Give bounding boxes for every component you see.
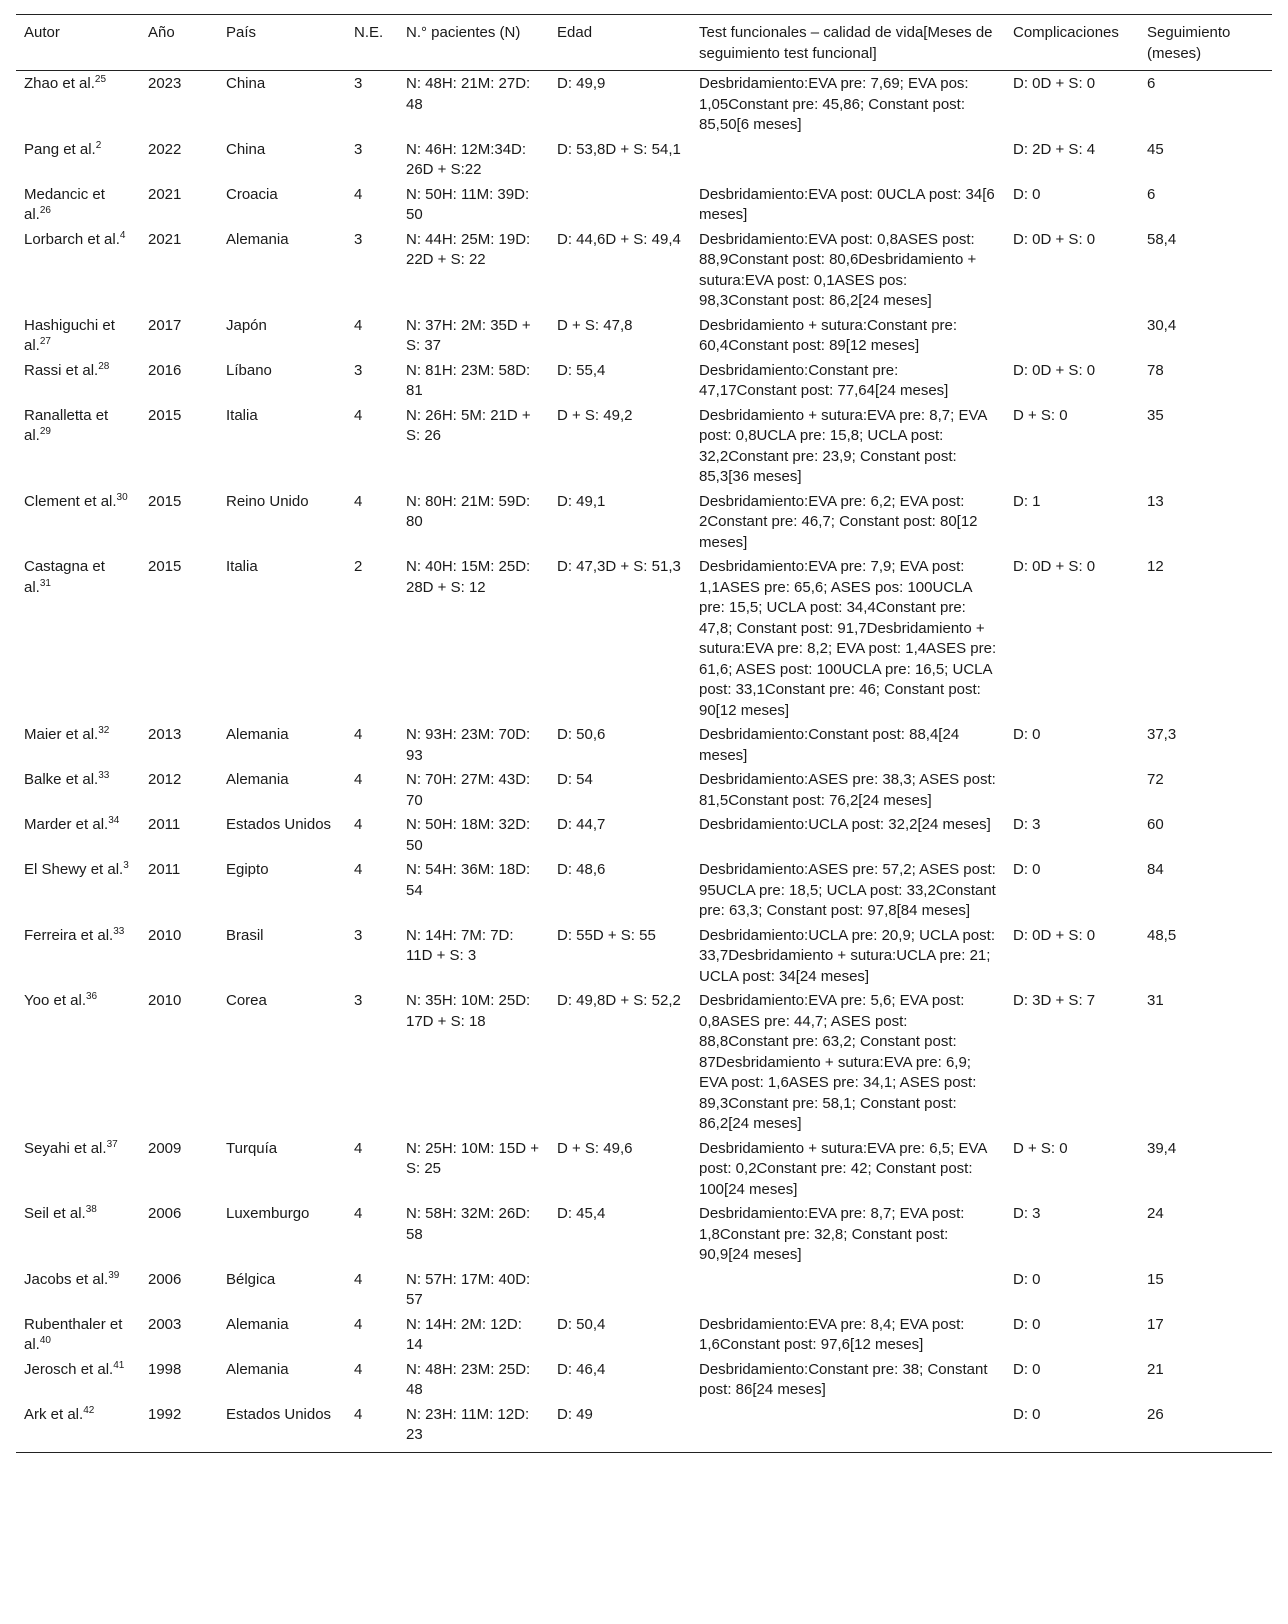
cell-ano: 2010 (148, 992, 182, 1009)
reference-number: 3 (123, 860, 129, 871)
cell-edad: D: 50,6 (557, 726, 606, 743)
cell-pais: Alemania (226, 1315, 289, 1333)
table-row (16, 1267, 1272, 1312)
cell-test: Desbridamiento:EVA pre: 7,9; EVA post: 1,1ASES pre: 65,6; ASES pos: 100UCLA pre: 15,5; UCLA post: 34,4Constant pre: 47,8; Constant post: 91,7Desbridamiento + sutura:EVA pre: 8,2; EVA post: 1,4ASES pre: 61,6; ASES post: 100UCLA pre: 16,5; UCLA post: 33,1Constant pre: 46; Constant post: 90[12 meses] (699, 558, 997, 719)
cell-seguimiento: 26 (1139, 1402, 1272, 1453)
cell-complicaciones: D: 3 (1013, 1205, 1041, 1222)
table-row (16, 313, 1272, 358)
cell-pais: Alemania (226, 1360, 289, 1378)
cell-complicaciones: D: 0D + S: 0 (1013, 558, 1096, 575)
cell-test (691, 1267, 1005, 1312)
cell-edad: D: 44,6D + S: 49,4 (557, 230, 681, 248)
cell-test (691, 1402, 1005, 1453)
cell-ne: 4 (346, 1402, 398, 1453)
cell-seguimiento: 6 (1147, 75, 1156, 92)
header-row (16, 15, 1272, 71)
author-name: Maier et al. (24, 726, 99, 743)
cell-npacientes: N: 81H: 23M: 58D: 81 (406, 361, 531, 399)
cell-complicaciones: D + S: 0 (1013, 406, 1068, 424)
reference-number: 30 (116, 491, 128, 503)
header-complicaciones: Complicaciones (1005, 15, 1139, 71)
cell-ne: 4 (354, 1205, 363, 1222)
cell-pais: Bélgica (226, 1270, 276, 1288)
header-edad: Edad (549, 15, 691, 71)
studies-table (16, 14, 1272, 1453)
cell-ne: 2 (354, 558, 363, 575)
table-header (16, 15, 1272, 71)
cell-seguimiento: 60 (1147, 816, 1164, 833)
cell-edad: D: 49,8D + S: 52,2 (557, 992, 681, 1009)
cell-npacientes: N: 23H: 11M: 12D: 23 (398, 1402, 549, 1453)
cell-seguimiento: 30,4 (1147, 316, 1177, 334)
cell-pais: Egipto (226, 861, 269, 878)
cell-complicaciones: D: 3D + S: 7 (1013, 992, 1096, 1009)
cell-autor (16, 1312, 140, 1357)
header-pais: País (218, 15, 346, 71)
cell-pais: Japón (226, 316, 267, 334)
cell-ne: 3 (354, 992, 363, 1009)
cell-edad (549, 1267, 691, 1312)
table-row (16, 358, 1272, 403)
header-ne: N.E. (346, 15, 398, 71)
cell-seguimiento: 15 (1147, 1270, 1164, 1288)
cell-edad (549, 182, 691, 227)
cell-seguimiento: 78 (1147, 361, 1164, 379)
cell-test: Desbridamiento:EVA pre: 6,2; EVA post: 2Constant pre: 46,7; Constant post: 80[12 meses] (699, 492, 978, 551)
table-row (16, 767, 1272, 812)
cell-seguimiento: 58,4 (1147, 230, 1177, 248)
reference-number: 41 (113, 1359, 125, 1371)
author-name: Jacobs et al. (24, 1270, 109, 1288)
cell-ne: 4 (354, 1139, 363, 1157)
cell-ne: 3 (354, 361, 363, 379)
cell-test: Desbridamiento:EVA pre: 7,69; EVA pos: 1,05Constant pre: 45,86; Constant post: 85,50[6 meses] (699, 75, 969, 133)
cell-autor (16, 1201, 140, 1267)
cell-npacientes: N: 57H: 17M: 40D: 57 (406, 1270, 531, 1308)
cell-npacientes: N: 48H: 23M: 25D: 48 (406, 1360, 531, 1398)
cell-seguimiento: 72 (1147, 771, 1164, 788)
cell-complicaciones: D: 0 (1013, 861, 1041, 878)
author-name: Hashiguchi et al. (24, 316, 115, 354)
cell-test: Desbridamiento:ASES pre: 57,2; ASES post: 95UCLA pre: 18,5; UCLA post: 33,2Constant pre: 63,3; Constant post: 97,8[84 meses] (699, 861, 996, 919)
table-row (16, 182, 1272, 227)
cell-ano: 1992 (140, 1402, 218, 1453)
reference-number: 2 (95, 139, 102, 151)
cell-autor (16, 988, 140, 1136)
cell-ano: 2010 (148, 926, 182, 944)
cell-ne: 3 (354, 75, 363, 92)
cell-seguimiento: 21 (1147, 1360, 1164, 1378)
cell-seguimiento: 35 (1147, 406, 1164, 424)
cell-ne: 4 (354, 771, 363, 788)
cell-complicaciones (1005, 313, 1139, 358)
cell-seguimiento: 84 (1147, 861, 1164, 878)
table-row (16, 857, 1272, 923)
cell-edad: D: 49 (549, 1402, 691, 1453)
table-row (16, 489, 1272, 555)
reference-number: 33 (113, 925, 125, 937)
cell-seguimiento: 31 (1147, 992, 1164, 1009)
reference-number: 33 (98, 770, 110, 781)
cell-test: Desbridamiento:EVA pre: 8,7; EVA post: 1,8Constant pre: 32,8; Constant post: 90,9[24 meses] (699, 1205, 965, 1263)
table-body (16, 71, 1272, 1453)
cell-seguimiento: 6 (1147, 185, 1156, 203)
reference-number: 37 (106, 1138, 118, 1150)
cell-autor (16, 767, 140, 812)
cell-complicaciones: D: 0 (1013, 185, 1041, 203)
table-row (16, 1136, 1272, 1202)
cell-ano: 2016 (148, 361, 182, 379)
table-row (16, 403, 1272, 489)
cell-autor (16, 358, 140, 403)
author-name: Rassi et al. (24, 361, 99, 379)
table-row (16, 227, 1272, 313)
author-name: Balke et al. (24, 771, 99, 788)
author-name: Clement et al. (24, 492, 117, 510)
reference-number: 40 (39, 1335, 51, 1346)
cell-ne: 4 (354, 816, 363, 833)
cell-pais: Líbano (226, 361, 272, 379)
cell-edad: D: 46,4 (557, 1360, 606, 1378)
cell-ne: 3 (354, 926, 363, 944)
cell-seguimiento: 45 (1147, 140, 1164, 158)
cell-autor (16, 1136, 140, 1202)
table-row (16, 137, 1272, 182)
cell-pais: Estados Unidos (218, 1402, 346, 1453)
cell-test: Desbridamiento:EVA post: 0,8ASES post: 88,9Constant post: 80,6Desbridamiento + sutura:EVA post: 0,1ASES pos: 98,3Constant post: 86,2[24 meses] (699, 230, 977, 309)
cell-pais: Croacia (226, 185, 278, 203)
cell-ne: 3 (354, 230, 363, 248)
cell-complicaciones: D: 3 (1013, 816, 1041, 833)
cell-ano: 2015 (148, 406, 182, 424)
cell-ano: 2003 (148, 1315, 182, 1333)
cell-test: Desbridamiento:UCLA post: 32,2[24 meses] (699, 816, 991, 833)
author-name: Ark et al. (24, 1405, 84, 1423)
cell-npacientes: N: 46H: 12M:34D: 26D + S:22 (406, 140, 527, 178)
table-row (16, 554, 1272, 722)
author-name: Seil et al. (24, 1205, 86, 1222)
cell-pais: Corea (226, 992, 267, 1009)
author-name: El Shewy et al. (24, 861, 124, 878)
cell-ne: 4 (354, 1270, 363, 1288)
table-row (16, 923, 1272, 989)
cell-complicaciones: D: 2D + S: 4 (1013, 140, 1096, 158)
table-row (16, 1312, 1272, 1357)
cell-autor (16, 1267, 140, 1312)
cell-seguimiento: 17 (1147, 1315, 1164, 1333)
author-name: Pang et al. (24, 140, 96, 158)
cell-ano: 2023 (148, 75, 182, 92)
cell-npacientes: N: 25H: 10M: 15D + S: 25 (406, 1139, 539, 1177)
cell-complicaciones: D: 0D + S: 0 (1013, 361, 1096, 379)
cell-ano: 2011 (148, 816, 181, 833)
cell-complicaciones: D: 0 (1005, 1402, 1139, 1453)
table-row (16, 71, 1272, 137)
cell-npacientes: N: 35H: 10M: 25D: 17D + S: 18 (406, 992, 531, 1030)
cell-test: Desbridamiento:EVA pre: 8,4; EVA post: 1,6Constant post: 97,6[12 meses] (699, 1315, 965, 1353)
cell-ne: 4 (354, 316, 363, 334)
reference-number: 36 (86, 991, 98, 1002)
author-name: Ferreira et al. (24, 926, 114, 944)
cell-ano: 2006 (148, 1270, 182, 1288)
reference-number: 4 (119, 229, 126, 241)
cell-pais: Alemania (226, 230, 289, 248)
cell-edad: D: 49,9 (557, 75, 606, 92)
cell-complicaciones: D: 0 (1013, 1270, 1041, 1288)
author-name: Yoo et al. (24, 992, 86, 1009)
cell-pais: Estados Unidos (226, 816, 332, 833)
cell-test: Desbridamiento + sutura:EVA pre: 8,7; EVA post: 0,8UCLA pre: 15,8; UCLA post: 32,2Constant pre: 23,9; Constant post: 85,3[36 meses] (699, 406, 987, 485)
cell-edad: D: 54 (557, 771, 593, 788)
cell-edad: D: 53,8D + S: 54,1 (557, 140, 681, 158)
cell-autor (16, 71, 140, 137)
reference-number: 39 (108, 1269, 120, 1281)
header-seguimiento: Seguimiento (meses) (1139, 15, 1272, 71)
cell-complicaciones: D: 0D + S: 0 (1013, 75, 1096, 92)
cell-ano: 2011 (148, 861, 181, 878)
cell-autor (16, 1402, 140, 1453)
cell-npacientes: N: 93H: 23M: 70D: 93 (406, 726, 531, 764)
cell-pais: Turquía (226, 1139, 278, 1157)
cell-pais: China (226, 75, 266, 92)
cell-complicaciones (1005, 767, 1139, 812)
cell-edad: D: 44,7 (557, 816, 606, 833)
reference-number: 29 (39, 426, 51, 437)
cell-test: Desbridamiento:UCLA pre: 20,9; UCLA post: 33,7Desbridamiento + sutura:UCLA pre: 21; UCLA post: 34[24 meses] (699, 926, 995, 985)
cell-autor (16, 313, 140, 358)
author-name: Seyahi et al. (24, 1139, 107, 1157)
cell-pais: Reino Unido (226, 492, 309, 510)
author-name: Zhao et al. (24, 75, 95, 92)
cell-ne: 3 (354, 140, 363, 158)
cell-complicaciones: D: 0 (1013, 1360, 1041, 1378)
cell-autor (16, 182, 140, 227)
cell-complicaciones: D: 0D + S: 0 (1013, 230, 1096, 248)
table-row (16, 722, 1272, 767)
cell-test: Desbridamiento:EVA post: 0UCLA post: 34[6 meses] (699, 185, 995, 223)
cell-edad: D: 55,4 (557, 361, 606, 379)
cell-autor (16, 812, 140, 857)
reference-number: 25 (94, 74, 107, 85)
author-name: Rubenthaler et al. (24, 1315, 123, 1353)
cell-complicaciones: D + S: 0 (1013, 1139, 1068, 1157)
cell-npacientes: N: 54H: 36M: 18D: 54 (406, 861, 531, 899)
cell-ano: 2015 (148, 558, 182, 575)
cell-autor (16, 722, 140, 767)
cell-npacientes: N: 37H: 2M: 35D + S: 37 (406, 316, 531, 354)
cell-ano: 1998 (148, 1360, 182, 1378)
author-name: Castagna et al. (24, 558, 105, 596)
cell-pais: Italia (226, 558, 258, 575)
table-row (16, 812, 1272, 857)
cell-ne: 4 (354, 1315, 363, 1333)
cell-npacientes: N: 44H: 25M: 19D: 22D + S: 22 (406, 230, 531, 268)
cell-edad: D: 49,1 (557, 492, 606, 510)
reference-number: 38 (85, 1204, 97, 1215)
cell-test: Desbridamiento:Constant pre: 47,17Constant post: 77,64[24 meses] (699, 361, 949, 399)
cell-edad: D + S: 47,8 (557, 316, 633, 334)
cell-ne: 4 (354, 861, 363, 878)
table-row (16, 1201, 1272, 1267)
reference-number: 26 (39, 205, 51, 216)
author-name: Marder et al. (24, 816, 109, 833)
cell-ano: 2013 (148, 726, 182, 743)
cell-ano: 2006 (148, 1205, 182, 1222)
table-row (16, 1402, 1272, 1453)
cell-seguimiento: 24 (1147, 1205, 1164, 1222)
cell-edad: D + S: 49,6 (557, 1139, 633, 1157)
cell-autor (16, 857, 140, 923)
cell-npacientes: N: 58H: 32M: 26D: 58 (406, 1205, 531, 1243)
reference-number: 31 (39, 577, 51, 589)
cell-autor (16, 137, 140, 182)
cell-ano: 2021 (148, 230, 182, 248)
reference-number: 32 (98, 725, 110, 736)
header-test: Test funcionales – calidad de vida[Meses de seguimiento test funcional] (691, 15, 1005, 71)
cell-test: Desbridamiento:Constant post: 88,4[24 meses] (699, 726, 960, 764)
cell-ano: 2015 (148, 492, 182, 510)
cell-ne: 4 (354, 1360, 363, 1378)
cell-edad: D: 47,3D + S: 51,3 (557, 558, 681, 575)
cell-npacientes: N: 50H: 18M: 32D: 50 (406, 816, 531, 854)
cell-npacientes: N: 80H: 21M: 59D: 80 (406, 492, 531, 530)
reference-number: 28 (98, 360, 110, 372)
cell-edad: D: 45,4 (557, 1205, 606, 1222)
cell-test: Desbridamiento:ASES pre: 38,3; ASES post: 81,5Constant post: 76,2[24 meses] (699, 771, 996, 809)
reference-number: 42 (83, 1404, 95, 1416)
cell-edad: D + S: 49,2 (557, 406, 633, 424)
cell-seguimiento: 48,5 (1147, 926, 1177, 944)
cell-pais: Italia (226, 406, 258, 424)
table-row (16, 1357, 1272, 1402)
cell-npacientes: N: 48H: 21M: 27D: 48 (406, 75, 531, 113)
cell-ano: 2012 (148, 771, 182, 788)
cell-ano: 2021 (148, 185, 182, 203)
cell-autor (16, 403, 140, 489)
reference-number: 34 (108, 815, 120, 826)
cell-edad: D: 50,4 (557, 1315, 606, 1333)
cell-npacientes: N: 50H: 11M: 39D: 50 (406, 185, 530, 223)
cell-ano: 2022 (148, 140, 182, 158)
cell-complicaciones: D: 0 (1013, 1315, 1041, 1333)
cell-complicaciones: D: 0D + S: 0 (1013, 926, 1096, 944)
cell-test: Desbridamiento + sutura:EVA pre: 6,5; EVA post: 0,2Constant pre: 42; Constant post: 100[24 meses] (699, 1139, 987, 1198)
cell-ne: 4 (354, 726, 363, 743)
author-name: Jerosch et al. (24, 1360, 114, 1378)
cell-edad: D: 48,6 (557, 861, 606, 878)
cell-test: Desbridamiento + sutura:Constant pre: 60,4Constant post: 89[12 meses] (699, 316, 958, 354)
cell-ano: 2009 (148, 1139, 182, 1157)
cell-npacientes: N: 26H: 5M: 21D + S: 26 (406, 406, 531, 444)
cell-autor (16, 923, 140, 989)
cell-test: Desbridamiento:Constant pre: 38; Constant post: 86[24 meses] (699, 1360, 988, 1398)
cell-complicaciones: D: 1 (1013, 492, 1041, 510)
cell-test (691, 137, 1005, 182)
cell-npacientes: N: 14H: 2M: 12D: 14 (406, 1315, 522, 1353)
cell-npacientes: N: 70H: 27M: 43D: 70 (406, 771, 531, 809)
cell-edad: D: 55D + S: 55 (557, 926, 656, 944)
cell-ne: 4 (354, 185, 363, 203)
author-name: Lorbarch et al. (24, 230, 120, 248)
cell-autor (16, 1357, 140, 1402)
cell-seguimiento: 37,3 (1147, 726, 1177, 743)
author-name: Ranalletta et al. (24, 406, 109, 444)
cell-npacientes: N: 40H: 15M: 25D: 28D + S: 12 (406, 558, 531, 596)
cell-test: Desbridamiento:EVA pre: 5,6; EVA post: 0,8ASES pre: 44,7; ASES post: 88,8Constant pre: 63,2; Constant post: 87Desbridamiento + sutura:EVA pre: 6,9; EVA post: 1,6ASES pre: 34,1; ASES post: 89,3Constant pre: 58,1; Constant post: 86,2[24 meses] (699, 992, 977, 1132)
table-row (16, 988, 1272, 1136)
header-npacientes: N.° pacientes (N) (398, 15, 549, 71)
cell-ano: 2017 (148, 316, 182, 334)
cell-ne: 4 (354, 406, 363, 424)
cell-seguimiento: 39,4 (1147, 1139, 1177, 1157)
header-ano: Año (140, 15, 218, 71)
cell-npacientes: N: 14H: 7M: 7D: 11D + S: 3 (406, 926, 514, 964)
cell-pais: Brasil (226, 926, 264, 944)
cell-seguimiento: 12 (1147, 558, 1164, 575)
cell-pais: China (226, 140, 266, 158)
reference-number: 27 (39, 336, 51, 347)
header-autor: Autor (16, 15, 140, 71)
author-name: Medancic et al. (24, 185, 105, 223)
cell-pais: Alemania (226, 726, 289, 743)
cell-pais: Luxemburgo (226, 1205, 310, 1222)
cell-autor (16, 227, 140, 313)
cell-pais: Alemania (226, 771, 289, 788)
cell-autor (16, 489, 140, 555)
cell-autor (16, 554, 140, 722)
cell-complicaciones: D: 0 (1013, 726, 1041, 743)
cell-seguimiento: 13 (1147, 492, 1164, 510)
cell-ne: 4 (354, 492, 363, 510)
